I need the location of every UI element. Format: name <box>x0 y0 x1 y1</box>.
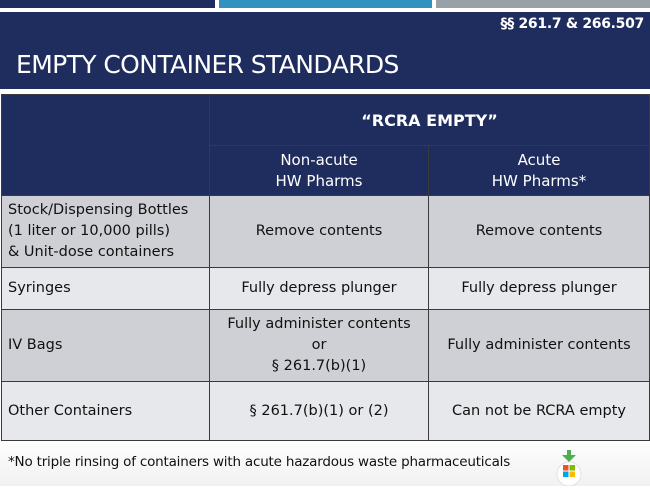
row-label-line: Stock/Dispensing Bottles <box>8 202 189 218</box>
row-label <box>2 310 210 382</box>
cell-line: Remove contents <box>475 223 603 239</box>
row-label <box>2 196 210 268</box>
column-header-non-acute <box>210 146 429 196</box>
column-header-line: Non-acute <box>280 150 358 169</box>
page-title: EMPTY CONTAINER STANDARDS <box>16 50 399 79</box>
cell-non-acute <box>210 268 429 310</box>
cell-line: Can not be RCRA empty <box>452 402 626 419</box>
cell-line: Fully administer contents <box>447 337 631 353</box>
cell-line: Fully depress plunger <box>241 280 397 296</box>
row-label-line: & Unit-dose containers <box>8 244 175 260</box>
cell-line: § 261.7(b)(1) or (2) <box>249 402 389 419</box>
column-header-line: HW Pharms <box>275 171 363 190</box>
cell-line: Fully administer contents <box>227 316 411 332</box>
cell-line: Fully depress plunger <box>461 280 617 296</box>
footnote: *No triple rinsing of containers with acute hazardous waste pharmaceuticals <box>8 454 511 470</box>
cell-acute <box>429 268 650 310</box>
group-header: “RCRA EMPTY” <box>210 95 650 146</box>
top-accent-bar-navy <box>0 0 215 8</box>
row-label-line: (1 liter or 10,000 pills) <box>8 223 171 239</box>
citation: §§ 261.7 & 266.507 <box>500 16 644 32</box>
cell-non-acute <box>210 196 429 268</box>
row-label <box>2 268 210 310</box>
top-accent-bar-gray <box>436 0 650 8</box>
cell-line: Remove contents <box>255 223 383 239</box>
column-header-line: Acute <box>517 150 561 169</box>
cell-line: § 261.7(b)(1) <box>271 358 367 374</box>
row-label-line: IV Bags <box>8 337 63 353</box>
title-banner <box>0 12 650 89</box>
column-header-line: HW Pharms* <box>491 171 587 190</box>
table-row <box>2 310 650 382</box>
column-header-acute <box>429 146 650 196</box>
row-label-line: Other Containers <box>8 402 133 419</box>
corner-header-cell <box>2 95 210 196</box>
table-row <box>2 196 650 268</box>
row-label-line: Syringes <box>8 280 71 296</box>
table-row <box>2 268 650 310</box>
table-row <box>2 382 650 441</box>
cell-non-acute <box>210 310 429 382</box>
store-download-icon[interactable] <box>556 450 582 486</box>
cell-acute <box>429 310 650 382</box>
cell-non-acute <box>210 382 429 441</box>
cell-line: or <box>311 337 327 353</box>
row-label <box>2 382 210 441</box>
container-standards-table <box>1 94 650 441</box>
cell-acute <box>429 196 650 268</box>
top-accent-bar-blue <box>219 0 432 8</box>
cell-acute <box>429 382 650 441</box>
